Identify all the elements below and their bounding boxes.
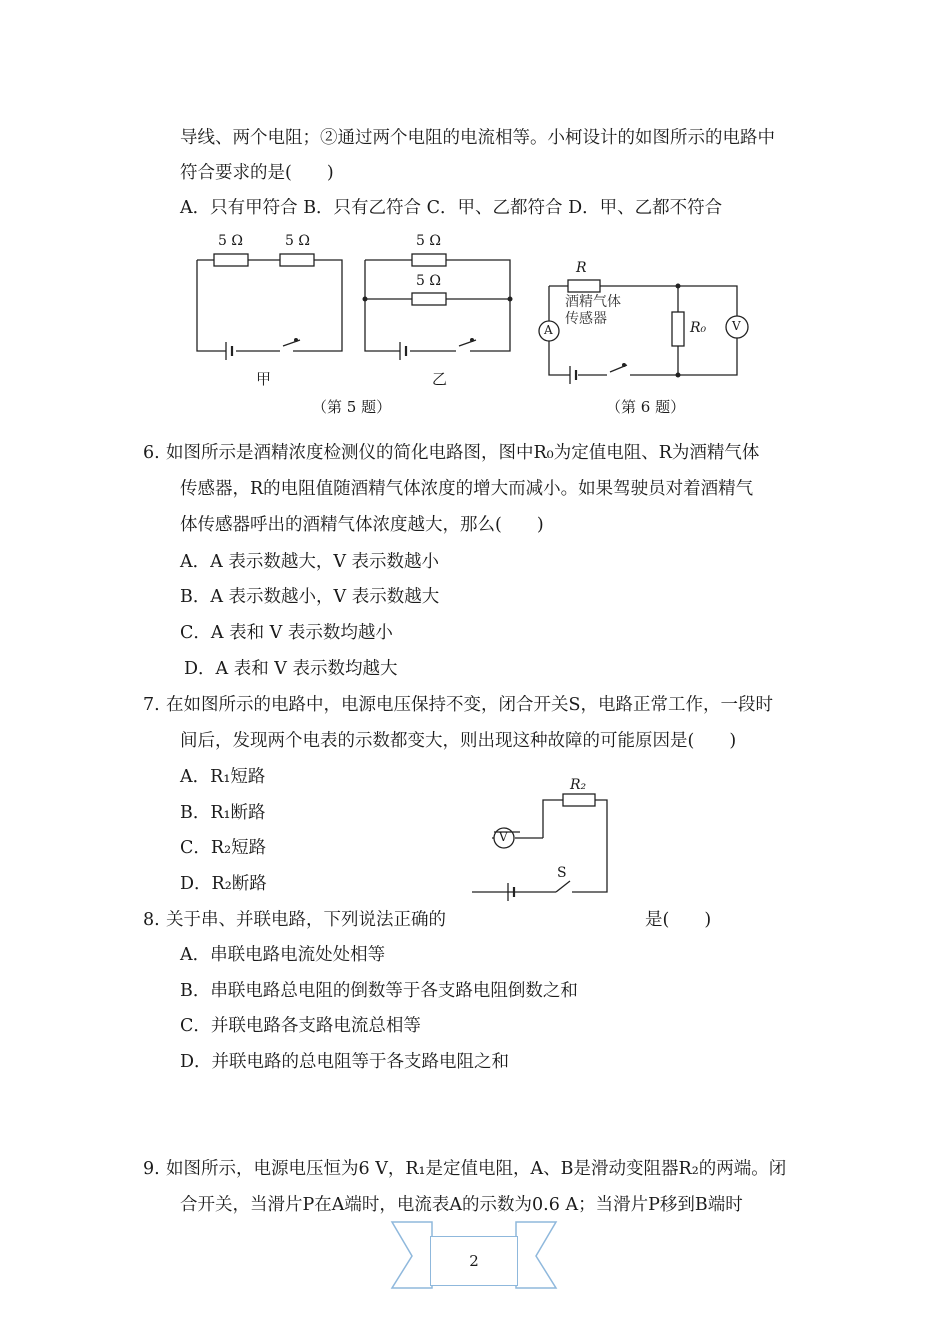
q7-option-d: D．R₂断路 — [180, 874, 267, 894]
q6-sensor-label-2: 传感器 — [565, 311, 607, 327]
q8-option-a: A．串联电路电流处处相等 — [180, 945, 386, 965]
q6-option-d: D．A 表和 V 表示数均越大 — [184, 659, 398, 679]
q9-line1: 如图所示，电源电压恒为6 V，R₁是定值电阻，A、B是滑动变阻器R₂的两端。闭 — [166, 1159, 787, 1179]
q6-option-b: B．A 表示数越小，V 表示数越大 — [180, 587, 440, 607]
q9-number: 9. — [143, 1159, 160, 1179]
q7-r2-label: R₂ — [570, 777, 587, 793]
q6-sensor-label-1: 酒精气体 — [565, 294, 621, 310]
q6-option-a: A．A 表示数越大，V 表示数越小 — [180, 552, 440, 572]
q6-line1: 如图所示是酒精浓度检测仪的简化电路图，图中R₀为定值电阻、R为酒精气体 — [166, 443, 760, 463]
q6-line3: 体传感器呼出的酒精气体浓度越大，那么( ) — [180, 515, 544, 535]
q8-option-d: D．并联电路的总电阻等于各支路电阻之和 — [180, 1052, 510, 1072]
yi-r2-label: 5 Ω — [416, 273, 441, 289]
q8-option-b: B．串联电路总电阻的倒数等于各支路电阻倒数之和 — [180, 981, 578, 1001]
q9-line2: 合开关，当滑片P在A端时，电流表A的示数为0.6 A；当滑片P移到B端时 — [180, 1195, 743, 1215]
q6-line2: 传感器，R的电阻值随酒精气体浓度的增大而减小。如果驾驶员对着酒精气 — [180, 479, 754, 499]
q5-figure-caption: （第 5 题） — [312, 398, 392, 416]
jia-caption: 甲 — [256, 370, 272, 388]
q7-line1: 在如图所示的电路中，电源电压保持不变，闭合开关S，电路正常工作，一段时 — [166, 695, 773, 715]
q5-options: A．只有甲符合 B．只有乙符合 C．甲、乙都符合 D．甲、乙都不符合 — [180, 198, 723, 218]
q6-number: 6. — [143, 443, 160, 463]
yi-r1-label: 5 Ω — [416, 233, 441, 249]
q5-line1: 导线、两个电阻；②通过两个电阻的电流相等。小柯设计的如图所示的电路中 — [180, 128, 775, 148]
q6-r0-label: R₀ — [690, 320, 707, 336]
q7-option-a: A．R₁短路 — [180, 767, 266, 787]
jia-r1-label: 5 Ω — [218, 233, 243, 249]
q7-option-c: C．R₂短路 — [180, 838, 267, 858]
yi-caption: 乙 — [432, 370, 448, 388]
q6-option-c: C．A 表和 V 表示数均越小 — [180, 623, 393, 643]
q7-voltmeter-icon: V — [499, 830, 508, 844]
ammeter-icon: A — [544, 323, 553, 337]
page-number: 2 — [430, 1236, 518, 1286]
q5-line2: 符合要求的是( ) — [180, 163, 334, 183]
q8-line1-end: 是( ) — [645, 910, 712, 930]
jia-r2-label: 5 Ω — [285, 233, 310, 249]
q8-option-c: C．并联电路各支路电流总相等 — [180, 1016, 421, 1036]
q7-number: 7. — [143, 695, 160, 715]
voltmeter-icon: V — [732, 319, 741, 333]
q7-line2: 间后，发现两个电表的示数都变大，则出现这种故障的可能原因是( ) — [180, 731, 737, 751]
q6-r-label: R — [576, 260, 587, 276]
q6-figure-caption: （第 6 题） — [606, 398, 686, 416]
q7-switch-label: S — [557, 865, 567, 881]
q8-number: 8. — [143, 910, 160, 930]
q8-line1: 关于串、并联电路，下列说法正确的 — [166, 910, 446, 930]
q7-option-b: B．R₁断路 — [180, 803, 266, 823]
